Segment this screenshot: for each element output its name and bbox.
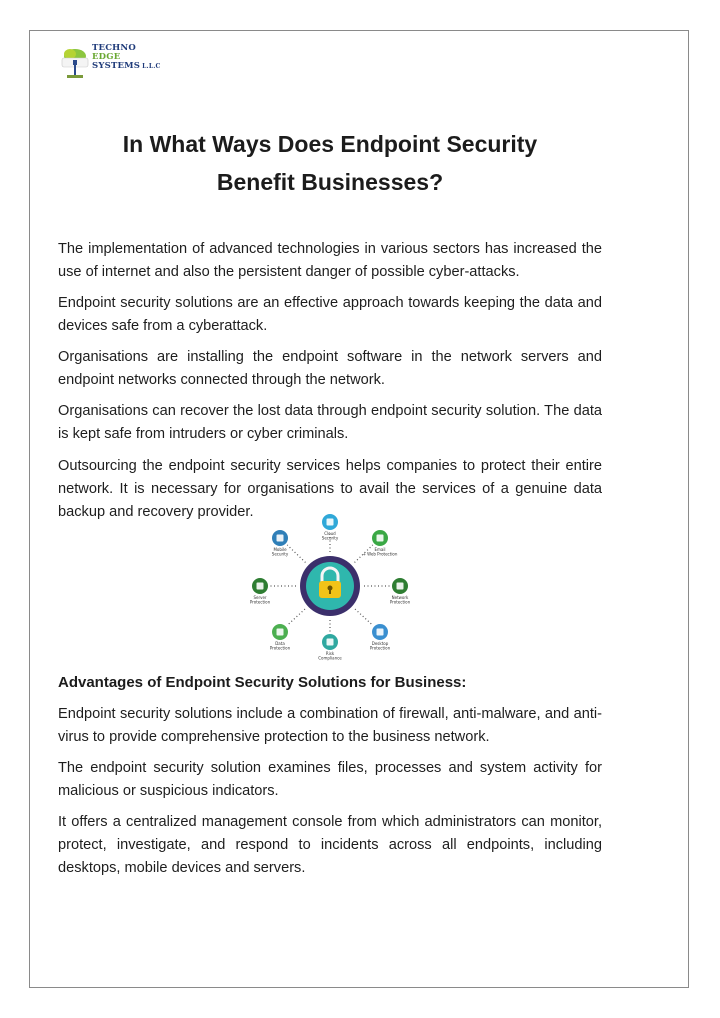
diagram-node-label: Network Protection [389,595,411,605]
diagram-node-label: Email + Web Protection [362,547,398,557]
paragraph-5: Outsourcing the endpoint security services helps companies to protect their entire network. It is necessary for organisations to avail the services of a genuine data backup and recovery provider. [58,458,602,520]
connector-line [287,609,305,625]
paragraph-2: Endpoint security solutions are an effective approach towards keeping the data and devices safe from a cyberattack. [58,295,602,334]
advantage-paragraph-2: The endpoint security solution examines files, processes and system activity for malicious or suspicious indicators. [58,760,602,799]
logo-emblem-icon [60,44,90,80]
diagram-node-label: Server Protection [249,595,271,605]
mobile-icon [272,530,288,546]
page-title [58,125,602,201]
logo-line-1: TECHNO [92,43,136,53]
diagram-node-label: Mobile Security [271,547,289,557]
logo-wordmark [92,44,161,71]
diagram-node-label: Cloud Security [321,531,339,541]
compliance-icon [322,634,338,650]
logo-suffix: L.L.C [142,63,161,70]
network-icon [392,578,408,594]
company-logo [60,44,200,80]
section-heading: Advantages of Endpoint Security Solutions for Business: [58,674,467,691]
diagram-node-label: Data Protection [269,641,291,651]
cloud-icon [322,514,338,530]
paragraph-3: Organisations are installing the endpoint software in the network servers and endpoint networks connected through the network. [58,349,602,388]
paragraph-1: The implementation of advanced technologies in various sectors has increased the use of internet and also the persistent danger of possible cyber-attacks. [58,241,602,280]
title-line-1: In What Ways Does Endpoint Security [122,131,538,157]
data-icon [272,624,288,640]
diagram-node-label: Risk Compliance [318,651,342,661]
endpoint-security-diagram [245,506,415,661]
logo-line-3: SYSTEMS [92,61,141,71]
connector-line [287,545,305,563]
desktop-icon [372,624,388,640]
advantage-paragraph-1: Endpoint security solutions include a combination of firewall, anti-malware, and anti-virus to provide comprehensive protection to the business network. [58,706,602,745]
connector-line [355,609,373,625]
paragraph-4: Organisations can recover the lost data through endpoint security solution. The data is kept safe from intruders or cyber criminals. [58,403,602,442]
advantage-paragraph-3: It offers a centralized management console from which administrators can monitor, protect, investigate, and respond to incidents across all endpoints, including desktops, mobile devices and servers. [58,814,602,876]
logo-line-2: EDGE [92,52,121,62]
diagram-node-label: Desktop Protection [369,641,391,651]
title-line-2: Benefit Businesses? [216,169,444,195]
server-icon [252,578,268,594]
email-icon [372,530,388,546]
